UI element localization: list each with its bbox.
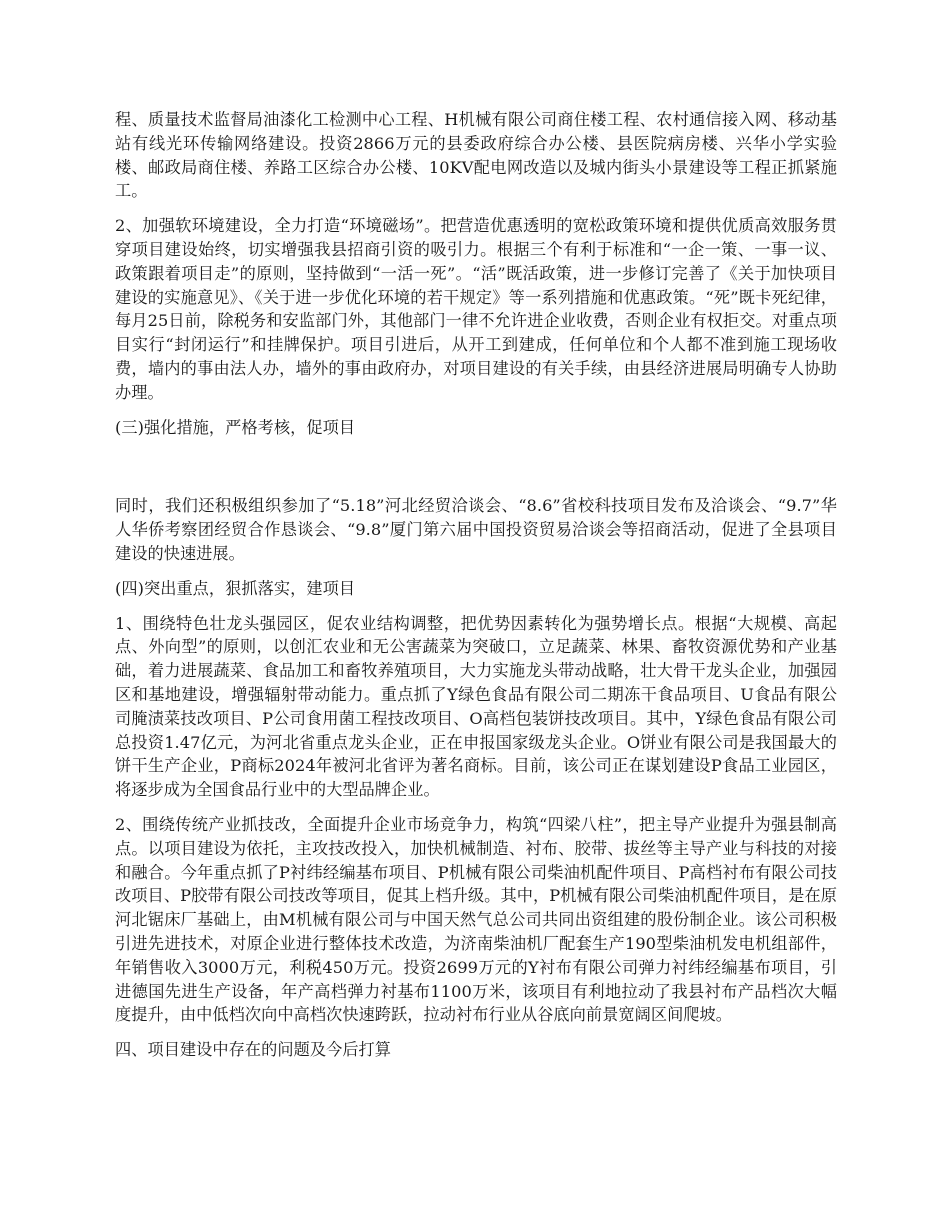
section-heading-four: (四)突出重点，狠抓落实，建项目 <box>115 578 356 598</box>
section-heading-three: (三)强化措施，严格考核，促项目 <box>115 417 356 437</box>
blank-gap <box>115 450 837 494</box>
paragraph-projects-under-construction: 程、质量技术监督局油漆化工检测中心工程、H机械有限公司商住楼工程、农村通信接入网、移动基站有线光环传输网络建设。投资2866万元的县委政府综合办公楼、县医院病房楼、兴华小学实验楼、邮政局商住楼、养路工区综合办公楼、10KV配电网改造以及城内街头小景建设等工程正抓紧施工。 <box>115 110 837 201</box>
paragraph-trade-fairs: 同时，我们还积极组织参加了“5.18”河北经贸洽谈会、“8.6”省校科技项目发布及洽谈会、“9.7”华人华侨考察团经贸合作恳谈会、“9.8”厦门第六届中国投资贸易洽谈会等招商活动，促进了全县项目建设的快速进展。 <box>115 496 837 563</box>
paragraph-agriculture-projects: 1、围绕特色壮龙头强园区，促农业结构调整，把优势因素转化为强势增长点。根据“大规模、高起点、外向型”的原则，以创汇农业和无公害蔬菜为突破口，立足蔬菜、林果、畜牧资源优势和产业基础，着力进展蔬菜、食品加工和畜牧养殖项目，大力实施龙头带动战略，壮大骨干龙头企业，加强园区和基地建设，增强辐射带动能力。重点抓了Y绿色食品有限公司二期冻干食品项目、U食品有限公司腌渍菜技改项目、P公司食用菌工程技改项目、O高档包装饼技改项目。其中，Y绿色食品有限公司总投资1.47亿元，为河北省重点龙头企业，正在申报国家级龙头企业。O饼业有限公司是我国最大的饼干生产企业，P商标2024年被河北省评为著名商标。目前，该公司正在谋划建设P食品工业园区，将逐步成为全国食品行业中的大型品牌企业。 <box>115 613 837 800</box>
section-heading-problems: 四、项目建设中存在的问题及今后打算 <box>115 1040 392 1060</box>
paragraph-soft-environment: 2、加强软环境建设，全力打造“环境磁场”。把营造优惠透明的宽松政策环境和提供优质高效服务贯穿项目建设始终，切实增强我县招商引资的吸引力。根据三个有利于标准和“一企一策、一事一议、政策跟着项目走”的原则，坚持做到“一活一死”。“活”既活政策，进一步修订完善了《关于加快项目建设的实施意见》、《关于进一步优化环境的若干规定》等一系列措施和优惠政策。“死”既卡死纪律，每月25日前，除税务和安监部门外，其他部门一律不允许进企业收费，否则企业有权拒交。对重点项目实行“封闭运行”和挂牌保护。项目引进后，从开工到建成，任何单位和个人都不准到施工现场收费，墙内的事由法人办，墙外的事由政府办，对项目建设的有关手续，由县经济进展局明确专人协助办理。 <box>115 216 837 402</box>
paragraph-industry-upgrade: 2、围绕传统产业抓技改，全面提升企业市场竞争力，构筑“四梁八柱”，把主导产业提升为强县制高点。以项目建设为依托，主攻技改投入，加快机械制造、衬布、胶带、拔丝等主导产业与科技的对接和融合。今年重点抓了P衬纬经编基布项目、P机械有限公司柴油机配件项目、P高档衬布有限公司技改项目、P胶带有限公司技改等项目，促其上档升级。其中，P机械有限公司柴油机配件项目，是在原河北锯床厂基础上，由M机械有限公司与中国天然气总公司共同出资组建的股份制企业。该公司积极引进先进技术，对原企业进行整体技术改造，为济南柴油机厂配套生产190型柴油机发电机组部件，年销售收入3000万元，利税450万元。投资2699万元的Y衬布有限公司弹力衬纬经编基布项目，引进德国先进生产设备，年产高档弹力衬基布1100万米，该项目有利地拉动了我县衬布产品档次大幅度提升，由中低档次向中高档次快速跨跃，拉动衬布行业从谷底向前景宽阔区间爬坡。 <box>115 814 837 1025</box>
document-page <box>115 108 837 1073</box>
